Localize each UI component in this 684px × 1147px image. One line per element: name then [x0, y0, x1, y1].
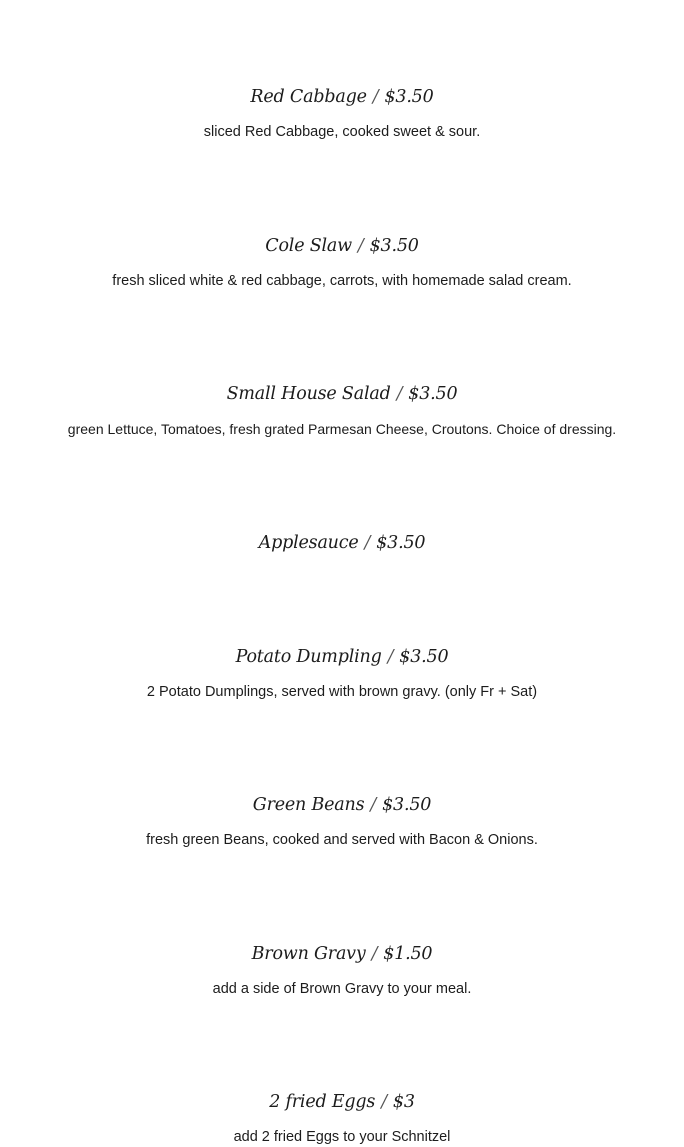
menu-item-title [0, 86, 684, 108]
menu-item-green-beans [0, 794, 684, 850]
menu-item-title [0, 532, 684, 554]
menu-item-title [0, 383, 684, 405]
price-separator: / [387, 647, 394, 667]
menu-item-price: $3.50 [408, 384, 458, 404]
menu-item-brown-gravy [0, 943, 684, 999]
menu-item-applesauce [0, 532, 684, 554]
menu-item-price: $3.50 [376, 533, 426, 553]
menu-item-name: Green Beans [252, 795, 365, 815]
menu-item-name: Red Cabbage [250, 87, 367, 107]
menu-item-name: 2 fried Eggs [269, 1092, 376, 1112]
menu-item-name: Potato Dumpling [235, 647, 382, 667]
menu-item-title [0, 794, 684, 816]
menu-item-title [0, 646, 684, 668]
menu-item-name: Applesauce [258, 533, 359, 553]
menu-item-description: fresh sliced white & red cabbage, carrots, with homemade salad cream. [112, 273, 572, 289]
menu-item-description: 2 Potato Dumplings, served with brown gravy. (only Fr + Sat) [146, 684, 538, 700]
price-separator: / [372, 87, 379, 107]
price-separator: / [364, 533, 371, 553]
menu-item-description: fresh green Beans, cooked and served with Bacon & Onions. [146, 832, 538, 848]
price-separator: / [357, 236, 364, 256]
price-separator: / [381, 1092, 387, 1112]
menu-item-price: $1.50 [383, 944, 433, 964]
price-separator: / [396, 384, 403, 404]
menu-item-title [0, 1091, 684, 1113]
menu-item-red-cabbage [0, 86, 684, 142]
menu-item-description: add a side of Brown Gravy to your meal. [212, 981, 472, 997]
menu-item-price: $3.50 [399, 647, 449, 667]
menu-item-cole-slaw [0, 235, 684, 291]
menu-item-price: $3.50 [382, 795, 432, 815]
menu-item-name: Brown Gravy [251, 944, 366, 964]
menu-item-price: $3 [392, 1092, 415, 1112]
menu-item-title [0, 943, 684, 965]
menu-item-title [0, 235, 684, 257]
price-separator: / [370, 795, 377, 815]
menu-item-description: sliced Red Cabbage, cooked sweet & sour. [203, 124, 481, 140]
menu-item-name: Cole Slaw [265, 236, 352, 256]
menu-item-name: Small House Salad [226, 384, 391, 404]
menu-item-description: green Lettuce, Tomatoes, fresh grated Parmesan Cheese, Croutons. Choice of dressing. [67, 421, 617, 437]
menu-item-small-house-salad [0, 383, 684, 439]
menu-item-price: $3.50 [384, 87, 434, 107]
menu-item-2-fried-eggs [0, 1091, 684, 1147]
price-separator: / [371, 944, 378, 964]
menu-item-description: add 2 fried Eggs to your Schnitzel [233, 1129, 451, 1145]
menu-item-potato-dumpling [0, 646, 684, 702]
menu-item-price: $3.50 [369, 236, 419, 256]
